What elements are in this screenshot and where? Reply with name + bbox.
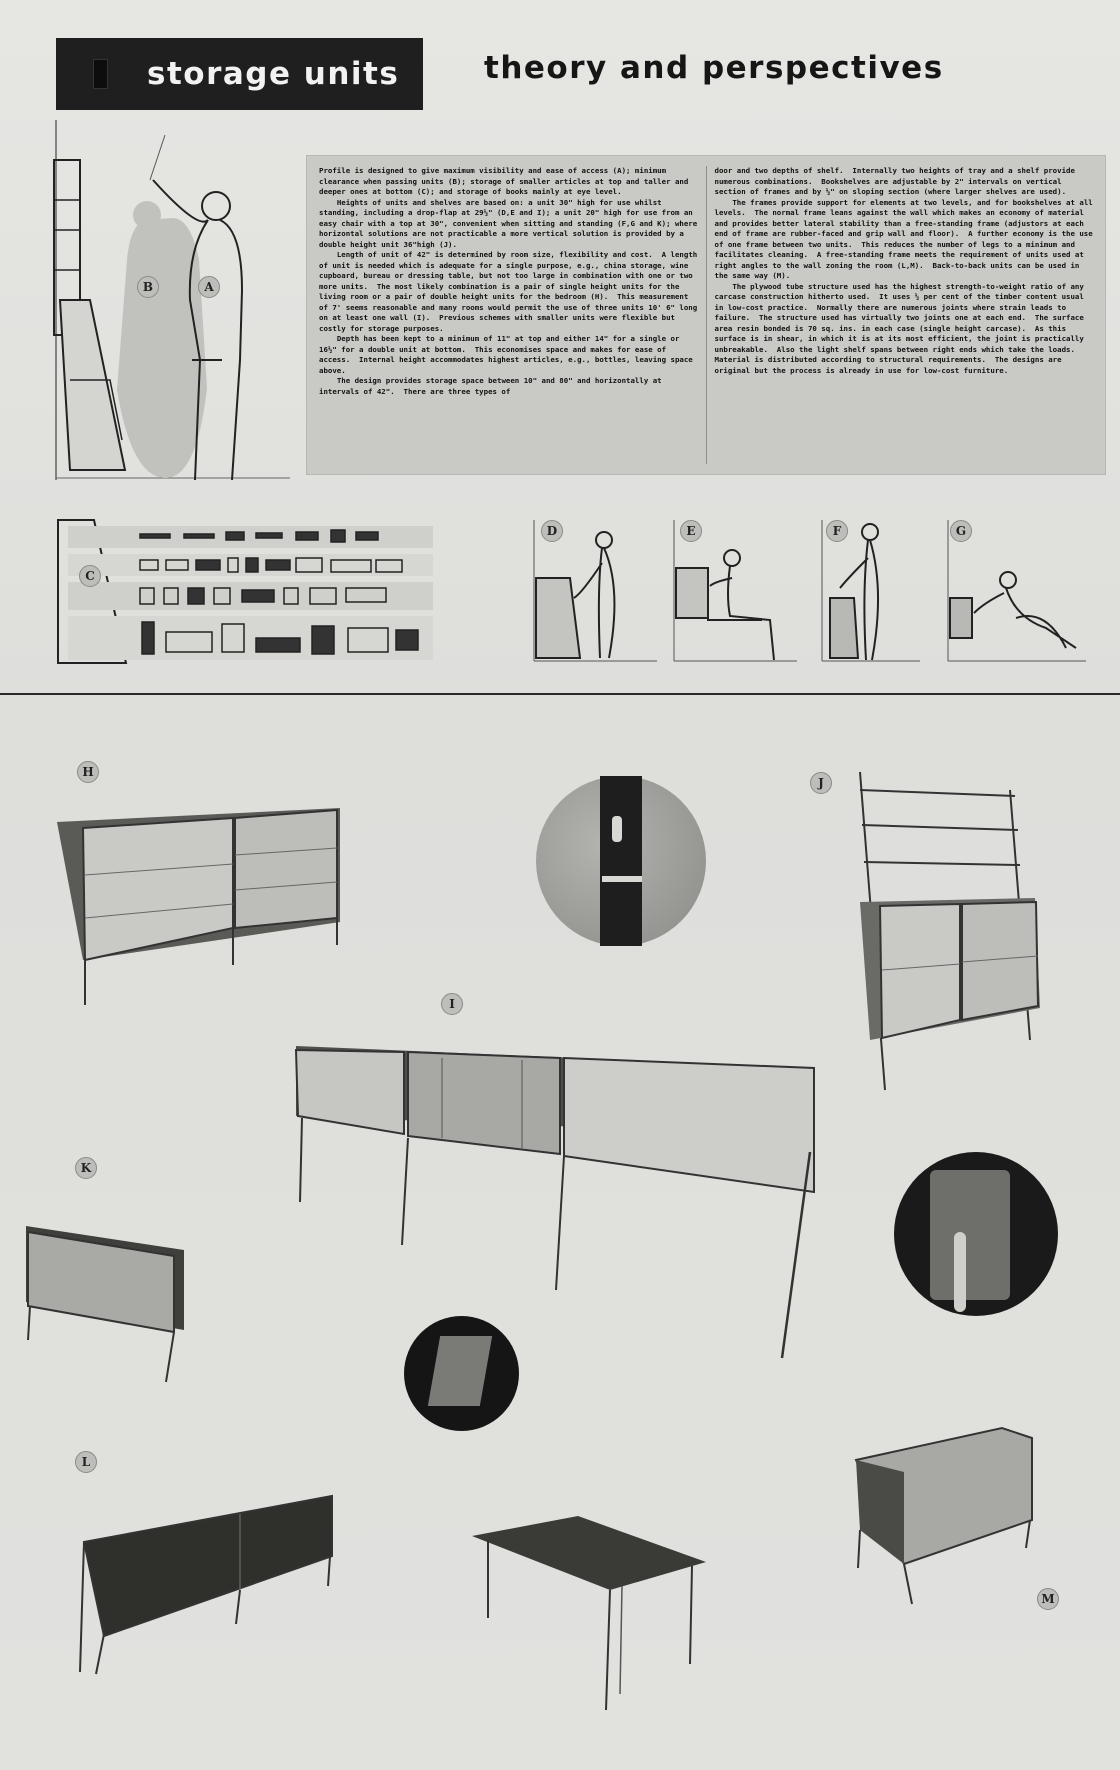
label-l: L xyxy=(75,1451,97,1473)
detail-circle-right xyxy=(894,1152,1058,1316)
label-m: M xyxy=(1037,1588,1059,1610)
label-d: D xyxy=(541,520,563,542)
cabinet-l-drawing xyxy=(70,1494,340,1674)
label-c: C xyxy=(79,565,101,587)
title-marker xyxy=(94,60,107,88)
typed-text-block xyxy=(306,155,1106,475)
detail-circle-top xyxy=(536,776,706,946)
text-column-right: door and two depths of shelf. Internally two heights of tray and a shelf provide numerous combinations. Bookshelves are adjustable by 2" intervals on vertical section of frames and by ½" on sloping section (where larger shelves are used). The frames provide support for elements at two levels, and for bookshelves at all levels. The normal frame leans against the wall which makes an economy of material and provides better lateral stability than a free-standing frame (adjustors at each end of frame are rubber-faced and grip wall and floor). A further economy is the use of one frame between two units. This reduces the number of legs to a minimum and facilitates cleaning. A free-standing frame meets the requirement of units used at right angles to the wall zoning the room (L,M). Back-to-back units can be used in the same way (M). The plywood tube structure used has the highest strength-to-weight ratio of any carcase construction hitherto used. It uses ½ per cent of the timber content usual in low-cost practice. Normally there are numerous joints where strain leads to failure. The structure used has virtually two joints one at each end. The surface area resin bonded is 70 sq. ins. in each case (single height carcase). As this surface is in shear, in which it is at its most efficient, the joint is practically unbreakable. Also the light shelf spans between right ends which take the loads. Material is distributed according to structural requirements. The designs are original but the process is already in use for low-cost furniture. xyxy=(714,166,1093,375)
profile-diagram xyxy=(50,120,300,480)
label-i: I xyxy=(441,993,463,1015)
label-k: K xyxy=(75,1157,97,1179)
section-divider xyxy=(0,693,1120,695)
label-h: H xyxy=(77,761,99,783)
cabinet-h-drawing xyxy=(55,800,345,1010)
title-block xyxy=(56,38,423,110)
cabinet-j-drawing xyxy=(840,770,1040,1090)
cabinet-k-drawing xyxy=(24,1220,204,1385)
label-g: G xyxy=(950,520,972,542)
column-separator xyxy=(706,166,707,464)
text-column-left: Profile is designed to give maximum visibility and ease of access (A); minimum clearance when passing units (B); storage of smaller articles at top and taller and deeper ones at bottom (C); and storage of books mainly at eye level. Heights of units and shelves are based on: a unit 30" high for use whilst standing, including a drop-flap at 29½" (D,E and I); a unit 20" high for use from an easy chair with a top at 30", convenient when sitting and standing (F,G and K); where horizontal solutions are not practicable a more vertical solution is provided by a double height unit 36"high (J). Length of unit of 42" is determined by room size, flexibility and cost. A length of unit is needed which is adequate for a single purpose, e.g., china storage, wine cupboard, bureau or dressing table, but not too large in combination with one or two more units. The most likely combination is a pair of single height units for the living room or a pair of double height units for the bedroom (H). This measurement of 7' seems reasonable and many rooms would permit the use of three units 10' 6" long on at least one wall (I). Previous schemes with smaller units were flexible but costly for storage purposes. Depth has been kept to a minimum of 11" at top and either 14" for a single or 16½" for a double unit at bottom. This economises space and makes for ease of access. Internal height accommodates highest articles, e.g., bottles, leaving space above. The design provides storage space between 10" and 80" and horizontally at intervals of 42". There are three types of xyxy=(319,166,698,396)
label-j: J xyxy=(810,772,832,794)
page-title: storage units xyxy=(147,56,400,92)
storage-objects-diagram xyxy=(56,518,441,668)
label-b: B xyxy=(137,276,159,298)
page-subtitle: theory and perspectives xyxy=(484,50,944,86)
label-a: A xyxy=(198,276,220,298)
label-f: F xyxy=(826,520,848,542)
cabinet-i-drawing xyxy=(292,1040,822,1360)
detail-circle-bottom xyxy=(404,1316,519,1431)
cabinet-m-drawing xyxy=(852,1424,1032,1604)
table-drawing xyxy=(470,1514,710,1714)
label-e: E xyxy=(680,520,702,542)
